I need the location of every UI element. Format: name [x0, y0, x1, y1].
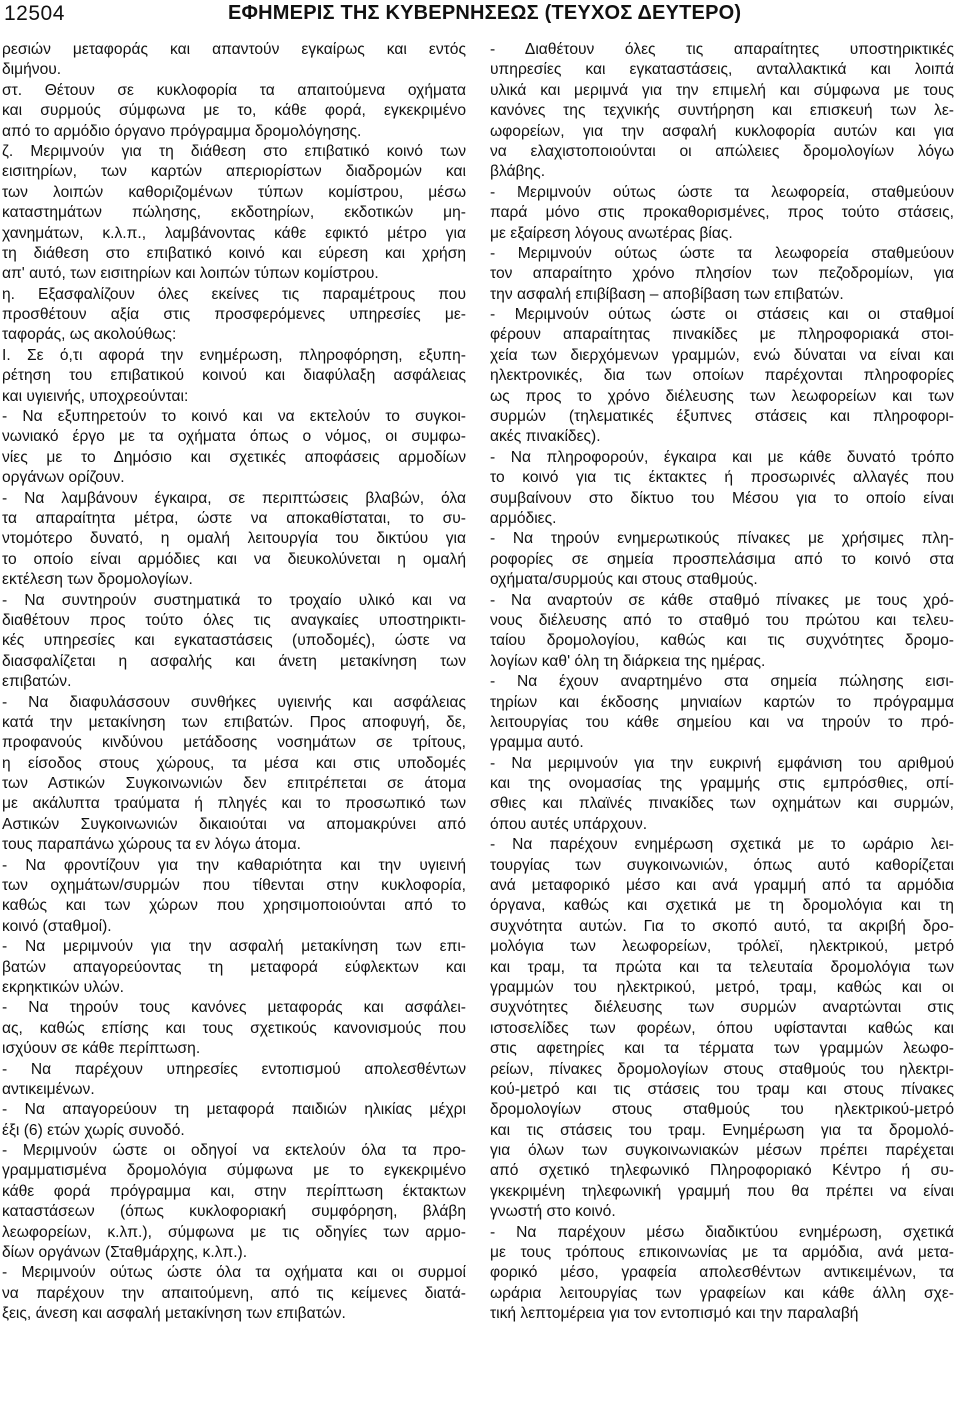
text-line: από σχετικό τηλεφωνικό Πληροφοριακό Κέντρο ή συ-: [490, 1162, 954, 1180]
text-line: διμήνου.: [2, 61, 62, 79]
text-line: αρμόδιες.: [490, 509, 557, 527]
text-line: - Να τηρούν τους κανόνες μεταφοράς και ασφάλει-: [2, 999, 466, 1017]
text-line: γκεκριμένη τηλεφωνική γραμμή που θα πρέπει να είναι: [490, 1182, 954, 1200]
text-line: συρμών (τηλεματικές έξυπνες στάσεις και πληροφορι-: [490, 408, 954, 426]
text-line: - Να απαγορεύουν τη μεταφορά παιδιών ηλικίας μέχρι: [2, 1101, 466, 1119]
text-line: διαθέτουν προς τούτο όλες τις αναγκαίες υποστηρικτι-: [2, 611, 466, 629]
text-line: Ι. Σε ό,τι αφορά την ενημέρωση, πληροφόρηση, εξυπη-: [2, 346, 466, 364]
text-line: - Να παρέχουν ενημέρωση σχετικά με το ωράριο λει-: [490, 836, 954, 854]
text-line: στις αφετηρίες και τα τέρματα των γραμμών λεωφο-: [490, 1040, 954, 1058]
text-line: εκρηκτικών υλών.: [2, 978, 125, 996]
text-line: τους παραπάνω χώρους τα εν λόγω άτομα.: [2, 836, 302, 854]
text-line: - Μεριμνούν ώστε οι οδηγοί να εκτελούν όλα τα προ-: [2, 1142, 466, 1160]
text-line: κές υπηρεσίες και εγκαταστάσεις (υποδομές), ώστε να: [2, 632, 466, 650]
text-line: κάθε φορά πρόγραμμα και, στην περίπτωση έκτακτων: [2, 1182, 466, 1200]
text-line: διασφαλίζεται η ασφαλής και άνετη μετακίνηση των: [2, 652, 466, 670]
text-line: με εξαίρεση λόγους ανωτέρας βίας.: [490, 224, 733, 242]
text-line: των οχημάτων/συρμών που τίθενται στην κυκλοφορία,: [2, 877, 466, 895]
text-line: χανημάτων, κ.λ.π., λαμβάνοντας κάθε εφικτό μέτρο για: [2, 224, 466, 242]
text-line: ηλεκτρονικές, δια των οποίων παρέχονται πληροφορίες: [490, 367, 954, 385]
text-line: τον απαραίτητο χρόνο πλησίον των πεζοδρομίων, για: [490, 265, 954, 283]
text-line: συχνότητα αυτών. Για το σκοπό αυτό, τα ακριβή δρο-: [490, 917, 954, 935]
text-line: εισιτηρίων, των καρτών απεριορίστων διαδρομών και: [2, 163, 466, 181]
text-line: - Μεριμνούν ούτως ώστε οι στάσεις και οι σταθμοί: [490, 306, 954, 324]
text-line: γραμμα αυτό.: [490, 734, 584, 752]
text-line: απ' αυτό, των εισιτηρίων και λοιπών τύπων κομίστρου.: [2, 265, 379, 283]
journal-title: ΕΦΗΜΕΡΙΣ ΤΗΣ ΚΥΒΕΡΝΗΣΕΩΣ (ΤΕΥΧΟΣ ΔΕΥΤΕΡΟ): [228, 2, 742, 24]
text-line: την ασφαλή επιβίβαση – αποβίβαση των επιβατών.: [490, 285, 844, 303]
text-line: παρά μόνο στις προκαθορισμένες, προς τούτο στάσεις,: [490, 204, 954, 222]
text-line: προφανούς κινδύνου μετάδοσης νοσημάτων σε τρίτους,: [2, 734, 466, 752]
text-line: για όλων των συγκοινωνιακών μέσων πρέπει παρέχεται: [490, 1142, 954, 1160]
text-line: κοινό (σταθμοί).: [2, 917, 112, 935]
text-line: - Μεριμνούν ούτως ώστε τα λεωφορεία σταθμεύουν: [490, 244, 954, 262]
text-line: - Να έχουν αναρτημένο στα σημεία πώλησης εισι-: [490, 673, 954, 691]
text-line: νωνιακό έργο με τα οχήματα όπως ο νόμος, οι συμφω-: [2, 428, 466, 446]
text-line: η. Εξασφαλίζουν όλες εκείνες τις παραμέτρους που: [2, 285, 466, 303]
text-line: ισχύουν σε κάθε περίπτωση.: [2, 1040, 201, 1058]
text-line: - Να πληροφορούν, έγκαιρα και με κάθε δυνατό τρόπο: [490, 448, 954, 466]
text-line: γνωστή στο κοινό.: [490, 1203, 616, 1221]
text-line: χεία των διερχόμενων γραμμών, ενώ δύναται να είναι και: [490, 346, 954, 364]
text-line: - Να μεριμνούν για την ασφαλή μετακίνηση των επι-: [2, 938, 466, 956]
text-line: γραμμών του ηλεκτρικού, μετρό, τραμ, καθώς και οι: [490, 978, 954, 996]
text-line: από το αρμόδιο όργανο πρόγραμμα δρομολόγησης.: [2, 122, 362, 140]
text-line: καταστάσεων (όπως κυκλοφοριακή συμφόρηση, βλάβη: [2, 1203, 466, 1221]
text-line: καθώς και των χώρων που χρησιμοποιούνται από το: [2, 897, 466, 915]
text-line: - Να μεριμνούν για την ευκρινή εμφάνιση του αριθμού: [490, 754, 954, 772]
text-line: με ακάλυπτα τραύματα ή πληγές και το προσωπικό των: [2, 795, 466, 813]
text-line: ζ. Μεριμνούν για τη διάθεση στο επιβατικό κοινό των: [2, 142, 466, 160]
text-line: φέρουν απαραίτητας πινακίδες με πληροφοριακά στοι-: [490, 326, 954, 344]
text-line: ρείων, πίνακες δρομολογίων στους σταθμούς του ηλεκτρι-: [490, 1060, 954, 1078]
text-line: καταστημάτων πώλησης, εκδοτηρίων, εκδοτικών μη-: [2, 204, 466, 222]
text-line: των λοιπών καθοριζομένων τύπων κομίστρου, μέσω: [2, 183, 466, 201]
text-line: σθιες και πλαϊνές πινακίδες των οχημάτων και συρμών,: [490, 795, 954, 813]
text-line: - Να συντηρούν συστηματικά το τροχαίο υλικό και να: [2, 591, 466, 609]
text-line: - Διαθέτουν όλες τις απαραίτητες υποστηρικτικές: [490, 41, 954, 58]
text-line: νίες με το Δημόσιο και σχετικές αποφάσεις αρμοδίων: [2, 448, 466, 466]
text-line: ρέτηση του επιβατικού κοινού και διαφύλαξη ασφάλειας: [2, 367, 466, 385]
text-line: ταίου δρομολογίου, καθώς και τις συχνότητες δρομο-: [490, 632, 954, 650]
text-line: και τις στάσεις του τραμ. Ενημέρωση για τα δρομολό-: [490, 1121, 954, 1139]
page-number: 12504: [4, 2, 65, 25]
text-line: κατά την μετακίνηση των επιβατών. Προς αποφυγή, δε,: [2, 713, 466, 731]
text-line: η είσοδος στους χώρους, τα μέσα και στις υποδομές: [2, 754, 466, 772]
text-line: δρομολογίων στους σταθμούς του ηλεκτρικού-μετρό: [490, 1101, 954, 1119]
text-line: ιστοσελίδες των φορέων, όπου υφίστανται καθώς και: [490, 1019, 954, 1037]
text-line: το κοινό για τις έκτακτες ή προσωρινές αλλαγές που: [490, 469, 954, 487]
text-line: - Μεριμνούν ούτως ώστε τα λεωφορεία, σταθμεύουν: [490, 183, 954, 201]
text-line: ωφορείων, για την ασφαλή κυκλοφορία αυτών και για: [490, 122, 954, 140]
text-line: προσθέτουν αξία στις προσφερόμενες υπηρεσίες με-: [2, 306, 466, 324]
text-line: - Να αναρτούν σε κάθε σταθμό πίνακες με τους χρό-: [490, 591, 954, 609]
text-line: ακές πινακίδες).: [490, 428, 601, 446]
text-line: ως προς το χρόνο διέλευσης των λεωφορείων και των: [490, 387, 954, 405]
text-line: τηρίων και έκδοσης μηνιαίων καρτών το πρόγραμμα: [490, 693, 954, 711]
text-line: κανόνες της τεχνικής συντήρηση και επισκευή των λε-: [490, 102, 954, 120]
text-line: λογίων καθ' όλη τη διάρκεια της ημέρας.: [490, 652, 766, 670]
text-line: - Να διαφυλάσσουν συνθήκες υγιεινής και ασφάλειας: [2, 693, 466, 711]
text-line: δίων οργάνων (Σταθμάρχης, κ.λπ.).: [2, 1244, 248, 1262]
text-line: υλικά και μεριμνά για την επιμελή και σύμφωνα με τους: [490, 81, 954, 99]
text-line: βατών απαγορεύοντας τη μεταφορά εύφλεκτων και: [2, 958, 466, 976]
text-line: επιβατών.: [2, 673, 72, 691]
text-line: ρεσιών μεταφοράς και απαντούν εγκαίρως και εντός: [2, 41, 466, 58]
text-line: συχνότητες διέλευσης των συρμών αναρτώνται στις: [490, 999, 954, 1017]
text-line: κού-μετρό και τις στάσεις του τραμ και στους πίνακες: [490, 1080, 954, 1098]
right-text-column: [490, 40, 954, 1325]
text-line: εκτέλεση των δρομολογίων.: [2, 571, 193, 589]
text-line: τική λεπτομέρεια για τον εντοπισμό και την παραλαβή: [490, 1305, 859, 1323]
text-line: - Να εξυπηρετούν το κοινό και να εκτελούν το συγκοι-: [2, 408, 466, 426]
text-line: βλάβης.: [490, 163, 546, 181]
text-line: των Αστικών Συγκοινωνιών δεν επιτρέπεται σε άτομα: [2, 775, 466, 793]
text-line: νους διέλευσης από το σταθμό του πρώτου και τελευ-: [490, 611, 954, 629]
text-line: ωράρια λειτουργίας των γραφείων και κάθε άλλη σχε-: [490, 1284, 954, 1302]
text-line: - Να παρέχουν μέσω διαδικτύου ενημέρωση, σχετικά: [490, 1223, 954, 1241]
text-line: όργανα, καθώς και σχετικά με τη δρομολόγια και τη: [490, 897, 954, 915]
text-line: ξεις, άνεση και ασφαλή μετακίνηση των επιβατών.: [2, 1305, 346, 1323]
text-line: ντομότερο δυνατό, η ομαλή λειτουργία του δικτύου για: [2, 530, 466, 548]
text-line: συμβαίνουν στο δίκτυο του Μέσου για το οποίο είναι: [490, 489, 954, 507]
text-line: ας, καθώς επίσης και τους σχετικούς κανονισμούς που: [2, 1019, 466, 1037]
text-line: έξι (6) ετών χωρίς συνοδό.: [2, 1121, 185, 1139]
text-line: στ. Θέτουν σε κυκλοφορία τα απαιτούμενα οχήματα: [2, 81, 466, 99]
text-line: - Να λαμβάνουν έγκαιρα, σε περιπτώσεις βλαβών, όλα: [2, 489, 466, 507]
text-line: ανά μεταφορικό μέσο και ανά γραμμή από τα αρμόδια: [490, 877, 954, 895]
text-line: αντικειμένων.: [2, 1080, 95, 1098]
text-line: μολόγια των λεωφορείων, τρόλεϊ, ηλεκτρικού, μετρό: [490, 938, 954, 956]
text-line: Αστικών Συγκοινωνιών δικαιούται να απομακρύνει από: [2, 815, 466, 833]
text-line: - Να παρέχουν υπηρεσίες εντοπισμού απολεσθέντων: [2, 1060, 466, 1078]
text-line: τουργίας των συγκοινωνιών, όπως αυτό καθορίζεται: [490, 856, 954, 874]
text-line: οργάνων ορίζουν.: [2, 469, 125, 487]
text-line: ροφορίες σε σημεία προσπελάσιμα από το κοινό στα: [490, 550, 954, 568]
page-header: [0, 2, 960, 32]
text-line: και της ονομασίας της γραμμής στις εμπρόσθιες, οπί-: [490, 775, 954, 793]
text-line: να παρέχουν την απαιτούμενη, από τις κείμενες διατά-: [2, 1284, 466, 1302]
text-line: υπηρεσίες και εγκαταστάσεις, ανταλλακτικά και λοιπά: [490, 61, 954, 79]
text-line: - Να τηρούν ενημερωτικούς πίνακες με χρήσιμες πλη-: [490, 530, 954, 548]
text-line: όπου αυτές υπάρχουν.: [490, 815, 648, 833]
text-line: - Μεριμνούν ούτως ώστε όλα τα οχήματα και οι συρμοί: [2, 1264, 466, 1282]
text-line: και υγιεινής, υποχρεούνται:: [2, 387, 189, 405]
text-line: και τραμ, τα πρώτα και τα τελευταία δρομολόγια των: [490, 958, 954, 976]
text-line: τη διάθεση στο επιβατικό κοινό και εύρεση και χρήση: [2, 244, 466, 262]
left-text-column: [2, 40, 466, 1325]
text-line: με τους τρόπους επικοινωνίας με τα αρμόδια, ανά μετα-: [490, 1244, 954, 1262]
text-line: γραμματισμένα δρομολόγια σύμφωνα με το εγκεκριμένο: [2, 1162, 466, 1180]
text-line: τα απαραίτητα μέτρα, ώστε να αποκαθίσταται, το συ-: [2, 509, 466, 527]
text-line: να ελαχιστοποιούνται οι απώλειες δρομολογίων λόγω: [490, 142, 954, 160]
text-line: το οποίο είναι αρμόδιες και να διευκολύνεται η ομαλή: [2, 550, 466, 568]
text-line: και συρμούς σύμφωνα με το, κάθε φορά, εγκεκριμένο: [2, 102, 466, 120]
text-line: οχήματα/συρμούς και στους σταθμούς.: [490, 571, 758, 589]
text-line: ταφοράς, ως ακολούθως:: [2, 326, 177, 344]
text-line: φορικό μέσο, γραφεία απολεσθέντων αντικειμένων, τα: [490, 1264, 954, 1282]
text-line: λεωφορείων, κ.λπ.), σύμφωνα με τις οδηγίες των αρμο-: [2, 1223, 466, 1241]
text-line: λειτουργίας του κάθε σημείου και να τηρούν το πρό-: [490, 713, 954, 731]
text-line: - Να φροντίζουν για την καθαριότητα και την υγιεινή: [2, 856, 466, 874]
